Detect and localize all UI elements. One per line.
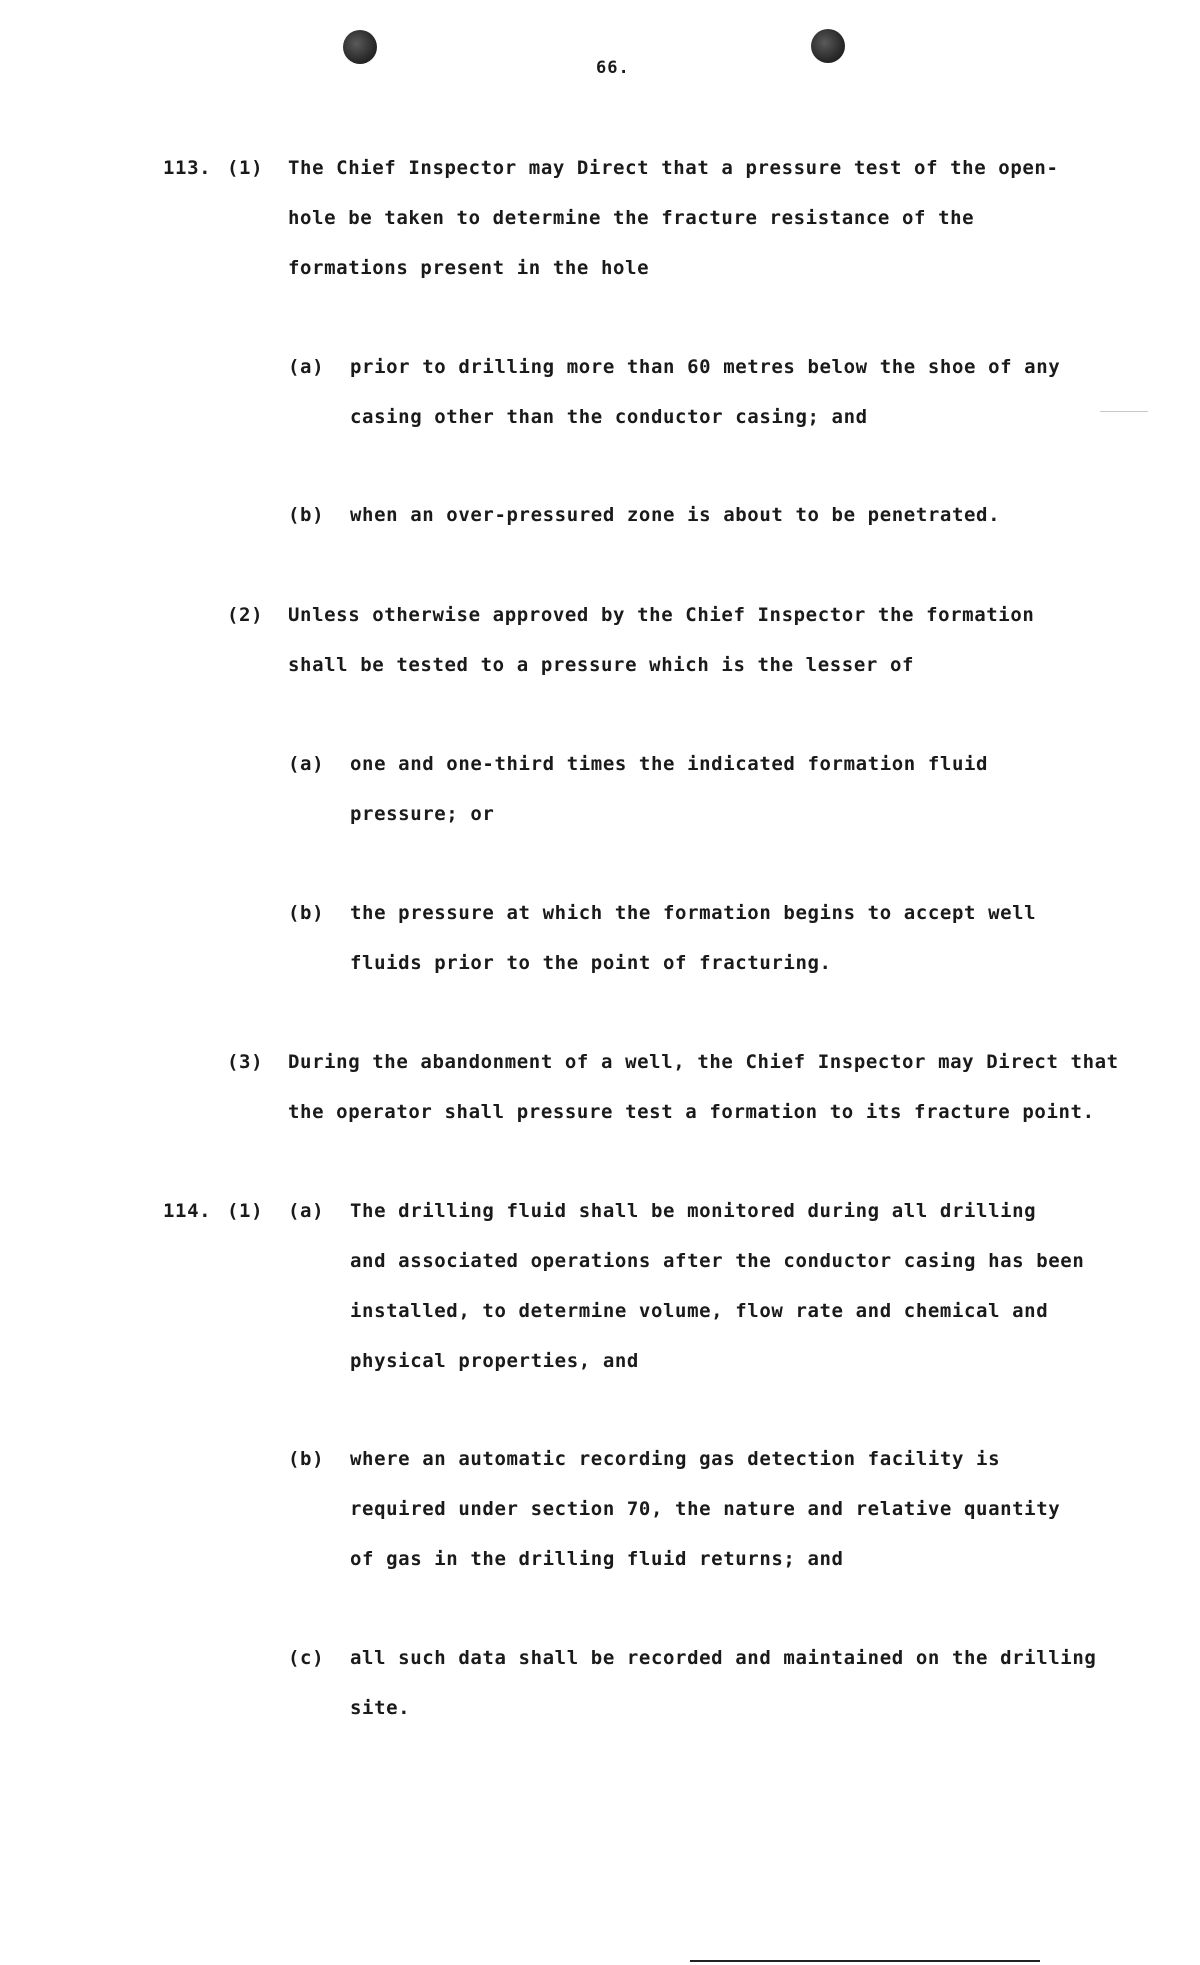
s113-sub2-line-2: shall be tested to a pressure which is the lesser of [288, 654, 915, 676]
s113-sub2-line-1: Unless otherwise approved by the Chief Inspector the formation [288, 604, 1035, 626]
s113-sub2-a-line-1: one and one-third times the indicated formation fluid [350, 753, 989, 775]
s113-sub1-number: (1) [227, 157, 264, 179]
s113-sub2-b-line-2: fluids prior to the point of fracturing. [350, 952, 832, 974]
s114-sub1-b-line-1: where an automatic recording gas detection facility is [350, 1448, 1001, 1470]
s113-sub1-line-1: The Chief Inspector may Direct that a pressure test of the open- [288, 157, 1059, 179]
bottom-edge-rule [690, 1960, 1040, 1962]
s114-sub1-b-line-2: required under section 70, the nature and relative quantity [350, 1498, 1061, 1520]
s114-sub1-c-line-1: all such data shall be recorded and maintained on the drilling [350, 1647, 1097, 1669]
s113-sub3-number: (3) [227, 1051, 264, 1073]
punch-hole-right [811, 29, 845, 63]
s113-sub2-b-line-1: the pressure at which the formation begins to accept well [350, 902, 1037, 924]
s113-sub2-a-label: (a) [288, 753, 325, 775]
s113-sub1-a-line-2: casing other than the conductor casing; and [350, 406, 868, 428]
s113-sub1-b-label: (b) [288, 504, 325, 526]
s113-sub1-line-3: formations present in the hole [288, 257, 650, 279]
s113-sub1-line-2: hole be taken to determine the fracture resistance of the [288, 207, 975, 229]
section-114-number: 114. [163, 1200, 212, 1222]
s113-sub3-line-2: the operator shall pressure test a formation to its fracture point. [288, 1101, 1095, 1123]
s113-sub1-b-line-1: when an over-pressured zone is about to be penetrated. [350, 504, 1001, 526]
s113-sub1-a-label: (a) [288, 356, 325, 378]
punch-hole-left [343, 30, 377, 64]
s114-sub1-b-label: (b) [288, 1448, 325, 1470]
s114-sub1-number: (1) [227, 1200, 264, 1222]
s114-sub1-a-label: (a) [288, 1200, 325, 1222]
s114-sub1-c-line-2: site. [350, 1697, 411, 1719]
margin-mark [1100, 411, 1148, 412]
s113-sub2-b-label: (b) [288, 902, 325, 924]
section-113-number: 113. [163, 157, 212, 179]
s114-sub1-a-line-4: physical properties, and [350, 1350, 639, 1372]
s113-sub2-a-line-2: pressure; or [350, 803, 495, 825]
page-number: 66. [596, 58, 630, 78]
s114-sub1-b-line-3: of gas in the drilling fluid returns; and [350, 1548, 844, 1570]
s113-sub2-number: (2) [227, 604, 264, 626]
s113-sub1-a-line-1: prior to drilling more than 60 metres below the shoe of any [350, 356, 1061, 378]
s114-sub1-a-line-2: and associated operations after the conductor casing has been [350, 1250, 1085, 1272]
s114-sub1-c-label: (c) [288, 1647, 325, 1669]
s114-sub1-a-line-3: installed, to determine volume, flow rate and chemical and [350, 1300, 1049, 1322]
s113-sub3-line-1: During the abandonment of a well, the Chief Inspector may Direct that [288, 1051, 1119, 1073]
s114-sub1-a-line-1: The drilling fluid shall be monitored during all drilling [350, 1200, 1037, 1222]
